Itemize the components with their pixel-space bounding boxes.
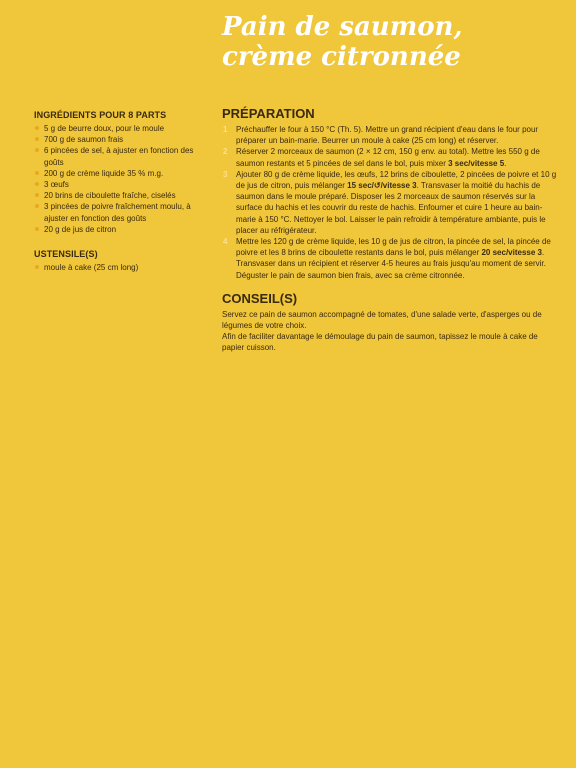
recipe-title-line-1: Pain de saumon, <box>222 12 463 42</box>
step-text-end: . Transvaser la moitié du hachis de saumon dans le moule préparé. Disposer les 2 morceaux de saumon réservés sur la surface du hachis et les couvrir du reste de hachis. Enfourner et cuire 1 heure au bain-marie à 150 °C. Nettoyer le bol. Laisser le pain refroidir à température ambiante, puis le placer au réfrigérateur. <box>236 181 546 235</box>
recipe-title <box>222 12 562 72</box>
right-column <box>222 106 562 354</box>
step-item <box>222 169 562 236</box>
step-text-end: . <box>504 158 507 168</box>
step-item <box>222 236 562 281</box>
list-item: 3 pincées de poivre fraîchement moulu, à ajuster en fonction des goûts <box>34 201 214 223</box>
ingredients-heading: INGRÉDIENTS POUR 8 PARTS <box>34 110 167 120</box>
advice-paragraph: Servez ce pain de saumon accompagné de tomates, d'une salade verte, d'asperges ou de légumes de votre choix. <box>222 309 542 331</box>
step-item <box>222 146 562 168</box>
step-text: Préchauffer le four à 150 °C (Th. 5). Mettre un grand récipient d'eau dans le four pour préparer un bain-marie. Beurrer un moule à cake (25 cm long) et réserver. <box>236 125 539 146</box>
preparation-steps <box>222 124 562 281</box>
step-text: Ajouter 80 g de crème liquide, les œufs, 12 brins de ciboulette, 2 pincées de poivre et 10 g de jus de citron, puis mélanger <box>236 169 557 191</box>
step-number: 1 <box>223 125 228 134</box>
step-number: 3 <box>223 169 228 179</box>
step-setting: 3 sec/vitesse 5 <box>448 158 505 168</box>
left-column <box>34 110 214 287</box>
advice-heading: CONSEIL(S) <box>222 290 298 306</box>
ingredients-list <box>34 123 214 235</box>
utensils-heading: USTENSILE(S) <box>34 249 98 260</box>
list-item: 3 œufs <box>34 179 214 190</box>
list-item: 700 g de saumon frais <box>34 134 214 145</box>
list-item: 200 g de crème liquide 35 % m.g. <box>34 168 214 179</box>
list-item: moule à cake (25 cm long) <box>34 262 214 273</box>
recipe-title-line-2: crème citronnée <box>222 42 461 72</box>
list-item: 20 brins de ciboulette fraîche, ciselés <box>34 190 214 201</box>
preparation-heading: PRÉPARATION <box>222 106 315 121</box>
step-setting: 15 sec/↺/vitesse 3 <box>347 181 417 191</box>
advice-paragraph: Afin de faciliter davantage le démoulage du pain de saumon, tapissez le moule à cake de papier cuisson. <box>222 332 538 353</box>
list-item: 6 pincées de sel, à ajuster en fonction des goûts <box>34 145 214 167</box>
step-item <box>222 124 562 146</box>
list-item: 5 g de beurre doux, pour le moule <box>34 123 214 134</box>
step-number: 4 <box>223 237 228 247</box>
list-item: 20 g de jus de citron <box>34 224 214 235</box>
step-setting: 20 sec/vitesse 3 <box>481 248 542 258</box>
step-text-end: . Transvaser dans un récipient et réserver 4-5 heures au frais jusqu'au moment de servir. Déguster le pain de saumon bien frais, avec sa crème citronnée. <box>236 248 546 280</box>
step-number: 2 <box>223 147 228 157</box>
advice-section <box>222 291 562 354</box>
step-text: Mettre les 120 g de crème liquide, les 10 g de jus de citron, la pincée de sel, la pincée de poivre et les 8 brins de ciboulette restants dans le bol, puis mélanger <box>236 237 551 258</box>
utensils-list <box>34 262 214 273</box>
step-text: Réserver 2 morceaux de saumon (2 × 12 cm, 150 g env. au total). Mettre les 550 g de saumon restants et 5 pincées de sel dans le bol, puis mixer <box>236 147 540 168</box>
